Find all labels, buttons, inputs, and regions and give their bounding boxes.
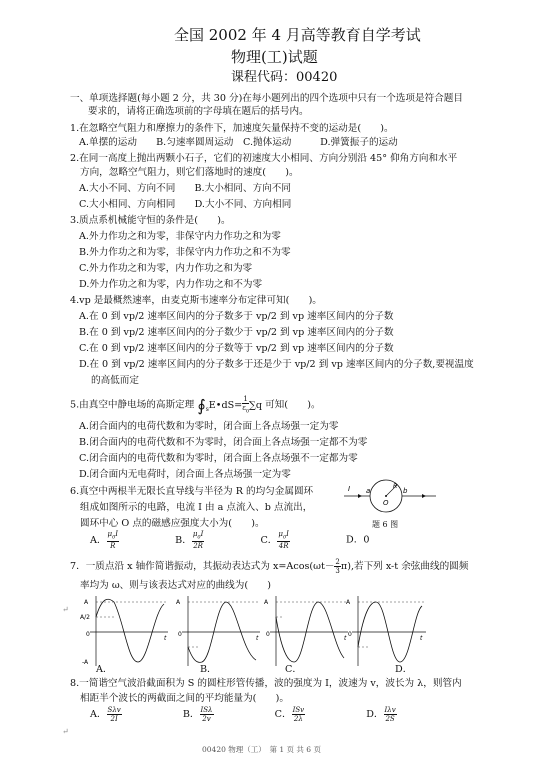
q7-stem: 7．一质点沿 x 轴作简谐振动，其振动表达式为 x=Acos(ωt－ $\frac{2}{3}$ π),若下列 x-t 余弦曲线的圆频: [70, 558, 469, 575]
exam-subtitle: 物理(工)试题: [231, 48, 318, 66]
q7-stem-line2: 率均为 ω、则与该表达式对应的曲线为( ): [80, 580, 272, 591]
svg-text:t: t: [420, 635, 423, 642]
q6-stem-line2: 组成如图所示的电路，电流 I 由 a 点流入、b 点流出，: [80, 502, 313, 513]
svg-text:0: 0: [266, 631, 270, 638]
svg-text:A/2: A/2: [80, 614, 90, 621]
q6-stem: 6.真空中两根半无限长直导线与半径为 R 的均匀金属圆环: [70, 486, 314, 497]
q4-option-d-line2: 的高低而定: [91, 375, 139, 386]
paragraph-mark-icon: ↵: [62, 605, 69, 614]
q2-stem-line2: 方向，忽略空气阻力，则它们落地时的速度( )。: [80, 167, 299, 178]
q6-option-c: C． $\frac{\mu_0I}{4R}$: [260, 530, 289, 551]
q6-figure-label: 题 6 图: [372, 520, 399, 529]
page-footer: 00420 物理（工） 第 1 页 共 6 页: [202, 745, 321, 754]
q5-stem-pre: 5.由真空中静电场的高斯定理: [70, 399, 195, 411]
svg-text:I: I: [348, 485, 351, 493]
section-heading-line2: 要求的，请将正确选项前的字母填在题后的括号内。: [88, 106, 309, 117]
q5-option-a: A.闭合面内的电荷代数和为零时，闭合面上各点场强一定为零: [79, 421, 339, 432]
q5-option-d: D.闭合面内无电荷时，闭合面上各点场强一定为零: [79, 469, 291, 480]
section-heading: 一、单项选择题(每小题 2 分，共 30 分)在每小题列出的四个选项中只有一个选项是符合题目: [70, 93, 463, 104]
q3-stem: 3.质点系机械能守恒的条件是( )。: [70, 215, 231, 226]
svg-text:-A: -A: [82, 659, 89, 666]
q1-options: A.单摆的运动 B.匀速率圆周运动 C.抛体运动 D.弹簧振子的运动: [79, 137, 398, 148]
q3-option-c: C.外力作功之和为零，内力作功之和为零: [79, 263, 253, 274]
q8-stem: 8.一简谐空气波沿截面积为 S 的圆柱形管传播，波的强度为 I，波速为 v，波长为 λ，则管内: [70, 678, 462, 689]
q7-label-a: A．: [96, 664, 113, 675]
svg-text:0: 0: [348, 631, 352, 638]
q7-graph-b: [176, 596, 260, 666]
q8-option-b: B． $\frac{\text{ISλ}}{2v}$: [182, 706, 213, 723]
q7-stem-part1: 7．一质点沿 x 轴作简谐振动，其振动表达式为 x=Acos(ωt－: [70, 561, 335, 572]
q8-options: [90, 706, 397, 723]
q4-stem: 4.vp 是最概然速率，由麦克斯韦速率分布定律可知( )。: [70, 295, 322, 306]
svg-text:A: A: [176, 599, 181, 606]
q4-option-a: A.在 0 到 vp/2 速率区间内的分子数多于 vp/2 到 vp 速率区间内的分子数: [79, 311, 394, 322]
q7-label-c: C．: [285, 664, 302, 675]
q4-option-b: B.在 0 到 vp/2 速率区间内的分子数少于 vp/2 到 vp 速率区间内的分子数: [79, 327, 394, 338]
svg-text:0: 0: [178, 631, 182, 638]
q2-options-ab: A.大小不同、方向不同 B.大小相同、方向不同: [79, 183, 291, 194]
q8-option-a: A． $\frac{\text{Sλv}}{2I}$: [90, 706, 121, 723]
svg-text:0: 0: [86, 631, 90, 638]
svg-text:O: O: [383, 499, 389, 507]
svg-text:t: t: [344, 635, 347, 642]
q7-stem-part2: π),若下列 x-t 余弦曲线的圆频: [340, 561, 469, 572]
gauss-law-formula: $∮_sE•dS=$ $\frac{1}{\varepsilon_0}$ ∑q: [197, 395, 266, 415]
q6-option-d: D．0: [346, 534, 370, 546]
svg-text:A: A: [346, 599, 351, 606]
q6-option-a: A． $\frac{\mu_0I}{R}$: [90, 530, 119, 551]
q8-option-c: C． $\frac{\text{ISv}}{2\lambda}$: [274, 706, 305, 723]
q7-graph-d: [346, 596, 426, 666]
q4-option-c: C.在 0 到 vp/2 速率区间内的分子数等于 vp/2 到 vp 速率区间内的分子数: [79, 343, 394, 354]
q5-stem-post: 可知( )。: [265, 399, 321, 411]
q7-graph-a: [80, 596, 168, 666]
q2-stem: 2.在同一高度上抛出两颗小石子，它们的初速度大小相同、方向分别沿 45° 仰角方向和水平: [70, 153, 458, 164]
svg-text:t: t: [164, 635, 167, 642]
q6-circuit-figure: [340, 474, 440, 518]
q7-label-d: D．: [395, 664, 413, 675]
q2-options-cd: C.大小相同、方向相同 D.大小不同、方向相同: [79, 199, 292, 210]
q8-stem-line2: 相距半个波长的两截面之间的平均能量为( )。: [80, 693, 289, 704]
q6-options: [90, 530, 369, 550]
svg-text:a: a: [366, 487, 371, 495]
svg-text:b: b: [403, 487, 408, 495]
q3-option-a: A.外力作功之和为零，非保守内力作功之和为零: [79, 231, 281, 242]
q5-stem: [70, 395, 321, 415]
paragraph-mark-icon: ↵: [62, 727, 69, 736]
q4-option-d: D.在 0 到 vp/2 速率区间内的分子数多于还是少于 vp/2 到 vp 速率区间内的分子数,要视温度: [79, 359, 474, 370]
q3-option-d: D.外力作功之和为零，内力作功之和不为零: [79, 279, 263, 290]
svg-text:A: A: [264, 599, 269, 606]
svg-text:A: A: [84, 599, 89, 606]
q8-option-d: D． $\frac{\text{Iλv}}{2S}$: [366, 706, 396, 723]
q7-graphs: [80, 592, 426, 670]
q5-option-b: B.闭合面内的电荷代数和不为零时，闭合面上各点场强一定都不为零: [79, 437, 368, 448]
q5-option-c: C.闭合面内的电荷代数和为零时，闭合面上各点场强不一定都为零: [79, 453, 358, 464]
q3-option-b: B.外力作功之和为零，非保守内力作功之和不为零: [79, 247, 291, 258]
svg-text:t: t: [256, 635, 259, 642]
q6-option-b: B． $\frac{\mu_0I}{2R}$: [175, 530, 204, 551]
course-code: 课程代码：00420: [231, 70, 338, 85]
exam-title: 全国 2002 年 4 月高等教育自学考试: [174, 26, 421, 44]
q7-graph-c: [264, 596, 348, 666]
q6-stem-line3: 圆环中心 O 点的磁感应强度大小为( )。: [80, 518, 265, 529]
q1-stem: 1.在忽略空气阻力和摩擦力的条件下，加速度矢量保持不变的运动是( )。: [70, 123, 394, 134]
q7-label-b: B．: [200, 664, 217, 675]
svg-text:R: R: [393, 483, 398, 490]
